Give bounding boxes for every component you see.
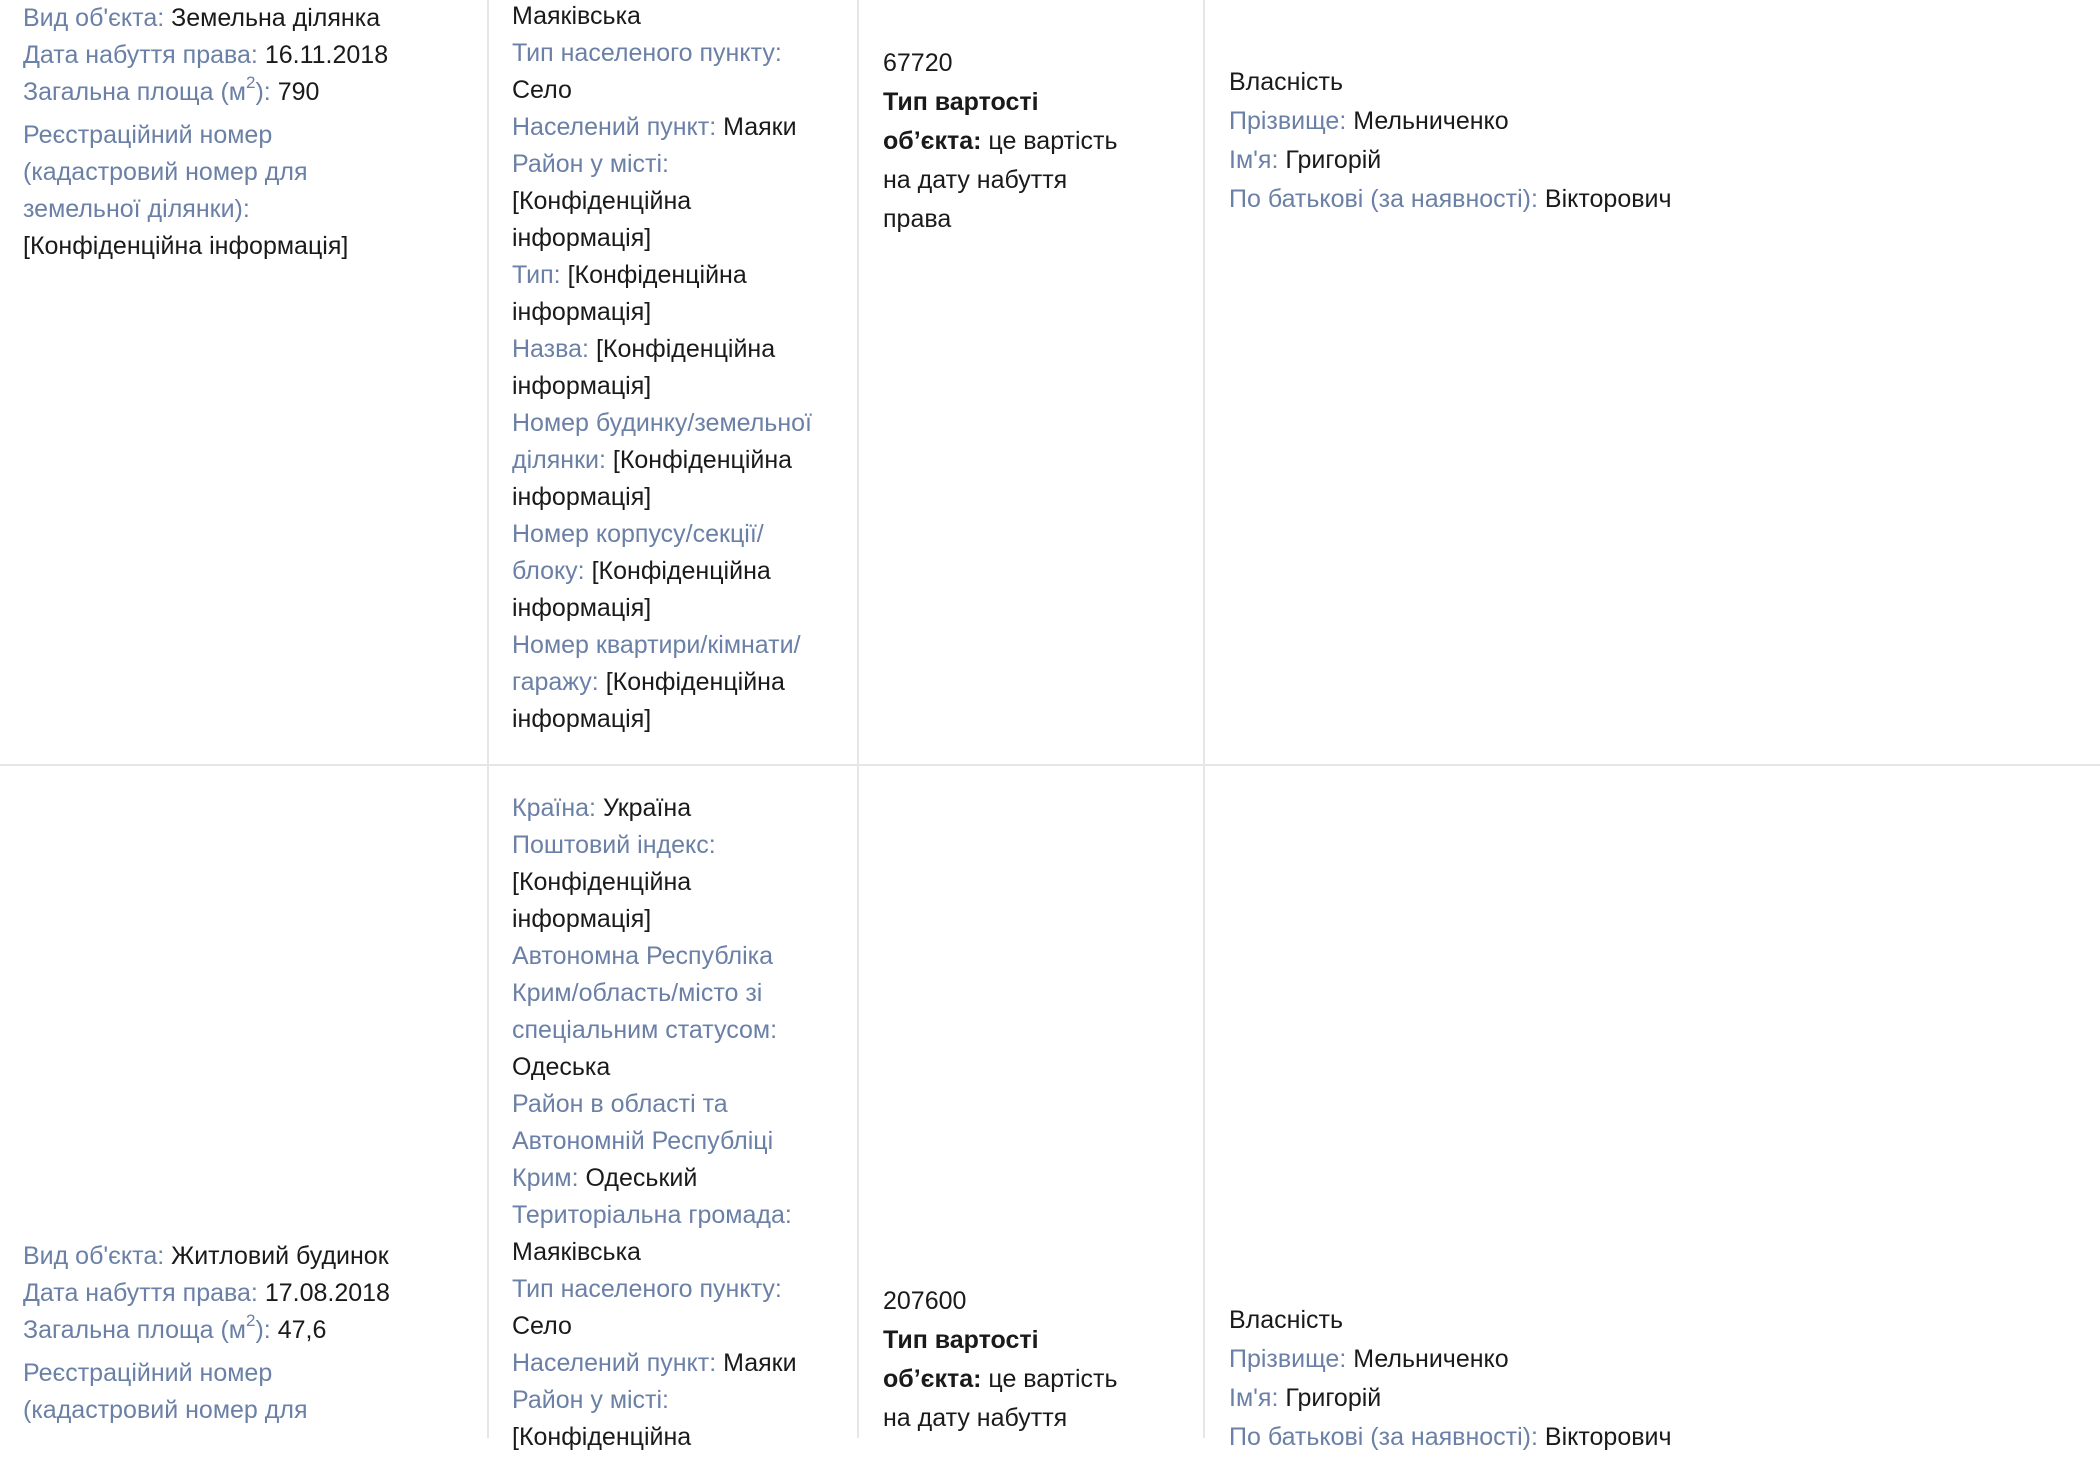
cost-type-value-line-3: права bbox=[883, 205, 952, 233]
cost-type bbox=[883, 122, 1118, 161]
street-type bbox=[512, 257, 812, 294]
apartment-number-label-line-2: гаражу: bbox=[512, 668, 599, 696]
registration-number-label-line-3: земельної ділянки): bbox=[23, 195, 250, 223]
total-area-label-text: Загальна площа (м bbox=[23, 78, 246, 106]
row-2-owner-cell bbox=[1229, 1301, 1672, 1457]
owner-name-label: Ім'я: bbox=[1229, 1384, 1279, 1412]
owner-patronymic-value: Вікторович bbox=[1544, 1423, 1672, 1451]
right-type: Власність bbox=[1229, 1306, 1344, 1334]
region-label-line-2: Крим/область/місто зі bbox=[512, 979, 763, 1007]
owner-surname-label: Прізвище: bbox=[1229, 107, 1347, 135]
row-1-object-cell bbox=[23, 0, 388, 265]
column-divider-1 bbox=[487, 0, 489, 1438]
country bbox=[512, 790, 797, 827]
postcode-value-line-1: [Конфіденційна bbox=[512, 868, 692, 896]
total-area-label-close: ): bbox=[255, 78, 271, 106]
community-label: Територіальна громада: bbox=[512, 1201, 792, 1229]
settlement-type-value: Село bbox=[512, 76, 572, 104]
owner-surname bbox=[1229, 1340, 1672, 1379]
object-type-value: Житловий будинок bbox=[171, 1242, 389, 1270]
owner-surname-label: Прізвище: bbox=[1229, 1345, 1347, 1373]
owner-patronymic-value: Вікторович bbox=[1544, 185, 1672, 213]
city-district-value-line-1: [Конфіденційна bbox=[512, 187, 692, 215]
cost-type-value-line-2: на дату набуття bbox=[883, 166, 1068, 194]
owner-name bbox=[1229, 141, 1672, 180]
cost-type-label-line-2: об’єкта: bbox=[883, 1365, 982, 1393]
object-type-value: Земельна ділянка bbox=[171, 4, 381, 32]
street-name-value-line-2: інформація] bbox=[512, 372, 652, 400]
total-area bbox=[23, 74, 388, 111]
right-type: Власність bbox=[1229, 68, 1344, 96]
object-type bbox=[23, 1238, 390, 1275]
owner-surname bbox=[1229, 102, 1672, 141]
community-value: Маяківська bbox=[512, 2, 641, 30]
settlement-value: Маяки bbox=[723, 113, 797, 141]
acquisition-date-value: 17.08.2018 bbox=[264, 1279, 390, 1307]
row-2-value-cell bbox=[883, 1282, 1118, 1438]
postcode-value-line-2: інформація] bbox=[512, 905, 652, 933]
district bbox=[512, 1160, 797, 1197]
city-district-label: Район у місті: bbox=[512, 150, 670, 178]
column-divider-3 bbox=[1203, 0, 1205, 1438]
building-number-value-line-2: інформація] bbox=[512, 594, 652, 622]
owner-name bbox=[1229, 1379, 1672, 1418]
city-district-value-line-2: інформація] bbox=[512, 224, 652, 252]
building-number-label-line-2: блоку: bbox=[512, 557, 585, 585]
acquisition-date-label: Дата набуття права: bbox=[23, 1279, 258, 1307]
postcode-label: Поштовий індекс: bbox=[512, 831, 716, 859]
acquisition-date bbox=[23, 1275, 390, 1312]
area-unit-superscript: 2 bbox=[246, 72, 256, 92]
community-value: Маяківська bbox=[512, 1238, 641, 1266]
district-value: Одеський bbox=[585, 1164, 698, 1192]
country-label: Країна: bbox=[512, 794, 596, 822]
apartment-number-value-line-2: інформація] bbox=[512, 705, 652, 733]
apartment-number-value-line-1: [Конфіденційна bbox=[605, 668, 785, 696]
owner-name-value: Григорій bbox=[1285, 146, 1382, 174]
total-area-label bbox=[23, 1310, 271, 1344]
total-area-value: 47,6 bbox=[277, 1316, 327, 1344]
street-type-label: Тип: bbox=[512, 261, 561, 289]
owner-surname-value: Мельниченко bbox=[1353, 1345, 1509, 1373]
row-1-value-cell bbox=[883, 44, 1118, 239]
settlement-value: Маяки bbox=[723, 1349, 797, 1377]
acquisition-date-value: 16.11.2018 bbox=[264, 41, 389, 69]
object-type-label: Вид об'єкта: bbox=[23, 1242, 165, 1270]
cost-type-value-line-2: на дату набуття bbox=[883, 1404, 1068, 1432]
row-2-object-cell bbox=[23, 1238, 390, 1429]
total-area bbox=[23, 1312, 390, 1349]
city-district-label: Район у місті: bbox=[512, 1386, 670, 1414]
settlement-label: Населений пункт: bbox=[512, 113, 717, 141]
registration-number-label-line-1: Реєстраційний номер bbox=[23, 1359, 273, 1387]
object-value-amount: 67720 bbox=[883, 49, 953, 77]
settlement bbox=[512, 1345, 797, 1382]
column-divider-2 bbox=[857, 0, 859, 1438]
cost-type-label-line-1: Тип вартості bbox=[883, 1326, 1039, 1354]
street-name-value-line-1: [Конфіденційна bbox=[595, 335, 776, 363]
house-number-label-line-2: ділянки: bbox=[512, 446, 606, 474]
total-area-label-close: ): bbox=[255, 1316, 271, 1344]
row-1-address-cell bbox=[512, 0, 812, 738]
cost-type bbox=[883, 1360, 1118, 1399]
building-number-label-line-1: Номер корпусу/секції/ bbox=[512, 520, 764, 548]
building-number-value-line-1: [Конфіденційна bbox=[591, 557, 771, 585]
registration-number-label-line-1: Реєстраційний номер bbox=[23, 121, 273, 149]
building-number bbox=[512, 553, 812, 590]
owner-patronymic bbox=[1229, 180, 1672, 219]
owner-patronymic-label: По батькові (за наявності): bbox=[1229, 185, 1538, 213]
region-label-line-3: спеціальним статусом: bbox=[512, 1016, 778, 1044]
settlement-type-label: Тип населеного пункту: bbox=[512, 1275, 782, 1303]
registration-number-label-line-2: (кадастровий номер для bbox=[23, 1396, 308, 1424]
total-area-value: 790 bbox=[277, 78, 320, 106]
country-value: Україна bbox=[602, 794, 692, 822]
city-district-value-line-1: [Конфіденційна bbox=[512, 1423, 692, 1451]
owner-patronymic-label: По батькові (за наявності): bbox=[1229, 1423, 1538, 1451]
cost-type-value-line-1: це вартість bbox=[988, 127, 1118, 155]
area-unit-superscript: 2 bbox=[246, 1310, 256, 1330]
cost-type-value-line-1: це вартість bbox=[988, 1365, 1118, 1393]
region-value: Одеська bbox=[512, 1053, 611, 1081]
district-label-line-1: Район в області та bbox=[512, 1090, 728, 1118]
acquisition-date-label: Дата набуття права: bbox=[23, 41, 258, 69]
district-label-line-2: Автономній Республіці bbox=[512, 1127, 774, 1155]
settlement-type-value: Село bbox=[512, 1312, 572, 1340]
house-number bbox=[512, 442, 812, 479]
house-number-value-line-1: [Конфіденційна bbox=[612, 446, 793, 474]
settlement-type-label: Тип населеного пункту: bbox=[512, 39, 782, 67]
object-type bbox=[23, 0, 388, 37]
region-label-line-1: Автономна Республіка bbox=[512, 942, 774, 970]
owner-name-value: Григорій bbox=[1285, 1384, 1382, 1412]
registration-number-label-line-2: (кадастровий номер для bbox=[23, 158, 308, 186]
house-number-value-line-2: інформація] bbox=[512, 483, 652, 511]
row-2-address-cell bbox=[512, 790, 797, 1456]
total-area-label bbox=[23, 72, 271, 106]
object-value-amount: 207600 bbox=[883, 1287, 967, 1315]
settlement-label: Населений пункт: bbox=[512, 1349, 717, 1377]
cost-type-label-line-1: Тип вартості bbox=[883, 88, 1039, 116]
owner-name-label: Ім'я: bbox=[1229, 146, 1279, 174]
street-name bbox=[512, 331, 812, 368]
house-number-label-line-1: Номер будинку/земельної bbox=[512, 409, 812, 437]
street-name-label: Назва: bbox=[512, 335, 589, 363]
total-area-label-text: Загальна площа (м bbox=[23, 1316, 246, 1344]
district-label-line-3: Крим: bbox=[512, 1164, 579, 1192]
apartment-number bbox=[512, 664, 812, 701]
acquisition-date bbox=[23, 37, 388, 74]
registration-number-value: [Конфіденційна інформація] bbox=[23, 232, 349, 260]
apartment-number-label-line-1: Номер квартири/кімнати/ bbox=[512, 631, 801, 659]
street-type-value-line-1: [Конфіденційна bbox=[567, 261, 747, 289]
cost-type-label-line-2: об’єкта: bbox=[883, 127, 982, 155]
owner-surname-value: Мельниченко bbox=[1353, 107, 1509, 135]
row-1-owner-cell bbox=[1229, 63, 1672, 219]
settlement bbox=[512, 109, 812, 146]
row-divider bbox=[0, 764, 2100, 766]
object-type-label: Вид об'єкта: bbox=[23, 4, 165, 32]
street-type-value-line-2: інформація] bbox=[512, 298, 652, 326]
